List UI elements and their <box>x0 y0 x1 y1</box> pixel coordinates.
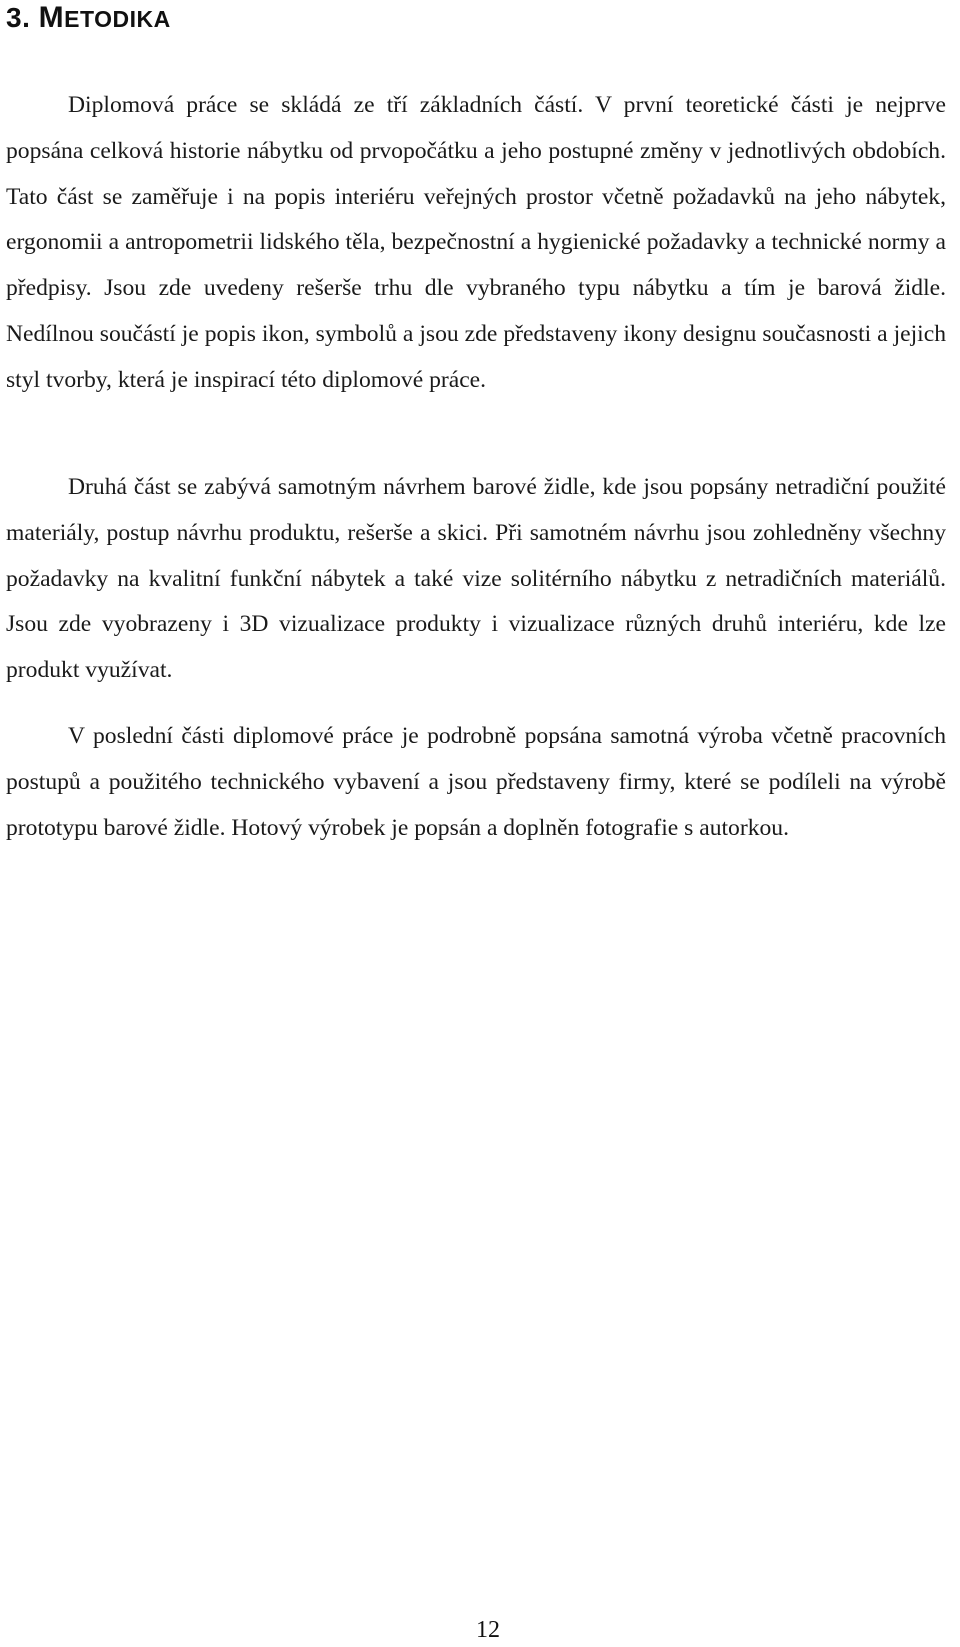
section-title-rest: ETODIKA <box>64 6 171 32</box>
page-number: 12 <box>476 1617 500 1643</box>
section-number: 3. <box>6 2 31 33</box>
section-heading <box>6 0 171 37</box>
paragraph-production-part: V poslední části diplomové práce je podrobně popsána samotná výroba včetně pracovních postupů a použitého technického vybavení a jsou představeny firmy, které se podíleli na výrobě prototypu barové židle. Hotový výrobek je popsán a doplněn fotografie s autorkou. <box>6 723 946 841</box>
paragraph-theory-part: Diplomová práce se skládá ze tří základních částí. V první teoretické části je nejprve popsána celková historie nábytku od prvopočátku a jeho postupné změny v jednotlivých obdobích. Tato část se zaměřuje i na popis interiéru veřejných prostor včetně požadavků na jeho nábytek, ergonomii a antropometrii lidského těla, bezpečnostní a hygienické požadavky a technické normy a předpisy. Jsou zde uvedeny rešerše trhu dle vybraného typu nábytku a tím je barová židle. Nedílnou součástí je popis ikon, symbolů a jsou zde představeny ikony designu současnosti a jejich styl tvorby, která je inspirací této diplomové práce. <box>6 92 946 393</box>
paragraph-design-part: Druhá část se zabývá samotným návrhem barové židle, kde jsou popsány netradiční použité materiály, postup návrhu produktu, rešerše a skici. Při samotném návrhu jsou zohledněny všechny požadavky na kvalitní funkční nábytek a také vize solitérního nábytku z netradičních materiálů. Jsou zde vyobrazeny i 3D vizualizace produkty i vizualizace různých druhů interiéru, kde lze produkt využívat. <box>6 474 946 684</box>
section-title-initial: M <box>38 1 65 34</box>
